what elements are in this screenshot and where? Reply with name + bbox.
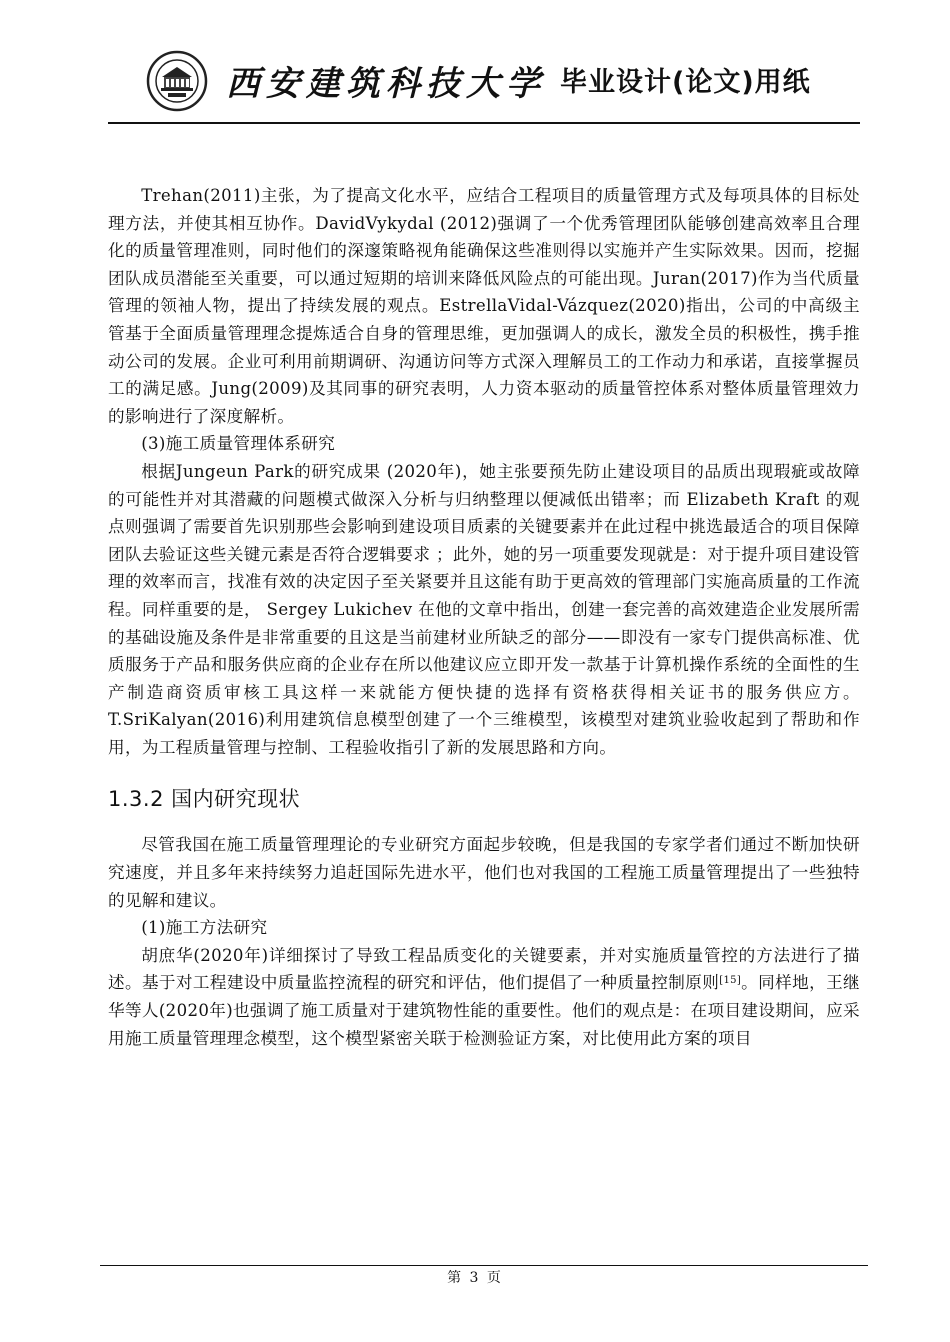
subheading-construction-quality-system: (3)施工质量管理体系研究 xyxy=(141,434,336,454)
header-divider xyxy=(108,122,860,124)
document-body xyxy=(108,182,860,1052)
page-number: 第 3 页 xyxy=(447,1270,503,1286)
paragraph-jungeun-park: 根据Jungeun Park的研究成果 (2020年)，她主张要预先防止建设项目的品质出现瑕疵或故障的可能性并对其潜藏的问题模式做深入分析与归纳整理以便减低出错率；而 Elizabeth Kraft 的观点则强调了需要首先识别那些会影响到建设项目质素的关键要素并在此过程中挑选最适合的项目保障团队去验证这些关键元素是否符合逻辑要求 ；此外，她的另一项重要发现就是：对于提升项目建设管理的效率而言，找准有效的决定因子至关紧要并且这能有助于更高效的管理部门实施高质量的工作流程。同样重要的是， Sergey Lukichev 在他的文章中指出，创建一套完善的高效建造企业发展所需的基础设施及条件是非常重要的且这是当前建材业所缺乏的部分——即没有一家专门提供高标准、优质服务于产品和服务供应商的企业存在所以他建议应立即开发一款基于计算机操作系统的全面性的生产制造商资质审核工具这样一来就能方便快捷的选择有资格获得相关证书的服务供应方。T.SriKalyan(2016)利用建筑信息模型创建了一个三维模型，该模型对建筑业验收起到了帮助和作用，为工程质量管理与控制、工程验收指引了新的发展思路和方向。 xyxy=(108,461,860,757)
page-header xyxy=(108,40,860,126)
citation-ref[interactable]: [15] xyxy=(719,975,742,987)
paragraph-hu-shuhua xyxy=(108,942,860,1052)
paragraph-hu-shuhua-part1: 胡庶华(2020年)详细探讨了导致工程品质变化的关键要素，并对实施质量管控的方法进行了描述。基于对工程建设中质量监控流程的研究和评估，他们提倡了一种质量控制原则 xyxy=(108,945,860,993)
paper-type-title: 毕业设计(论文)用纸 xyxy=(560,67,811,98)
subheading-construction-methods: (1)施工方法研究 xyxy=(141,918,268,938)
section-heading-domestic-research: 1.3.2 国内研究现状 xyxy=(108,787,301,812)
university-seal-icon xyxy=(146,50,208,112)
paragraph-hu-shuhua-part2: 。同样地，王继华等人(2020年)也强调了施工质量对于建筑物性能的重要性。他们的观点是：在项目建设期间，应采用施工质量管理理念模型，这个模型紧密关联于检测验证方案，对比使用此方案的项目 xyxy=(108,973,860,1048)
footer-divider xyxy=(100,1265,868,1266)
university-name: 西安建筑科技大学 xyxy=(226,64,546,104)
paragraph-trehan: Trehan(2011)主张，为了提高文化水平，应结合工程项目的质量管理方式及每项具体的目标处理方法，并使其相互协作。DavidVykydal (2012)强调了一个优秀管理团队能够创建高效率且合理化的质量管理准则，同时他们的深邃策略视角能确保这些准则得以实施并产生实际效果。因而，挖掘团队成员潜能至关重要，可以通过短期的培训来降低风险点的可能出现。Juran(2017)作为当代质量管理的领袖人物，提出了持续发展的观点。EstrellaVidal-Vázquez(2020)指出，公司的中高级主管基于全面质量管理理念提炼适合自身的管理思维，更加强调人的成长，激发全员的积极性，携手推动公司的发展。企业可利用前期调研、沟通访问等方式深入理解员工的工作动力和承诺，直接掌握员工的满足感。Jung(2009)及其同事的研究表明，人力资本驱动的质量管控体系对整体质量管理效力的影响进行了深度解析。 xyxy=(108,186,860,426)
paragraph-domestic-intro: 尽管我国在施工质量管理理论的专业研究方面起步较晚，但是我国的专家学者们通过不断加快研究速度，并且多年来持续努力追赶国际先进水平，他们也对我国的工程施工质量管理提出了一些独特的见解和建议。 xyxy=(108,835,860,910)
